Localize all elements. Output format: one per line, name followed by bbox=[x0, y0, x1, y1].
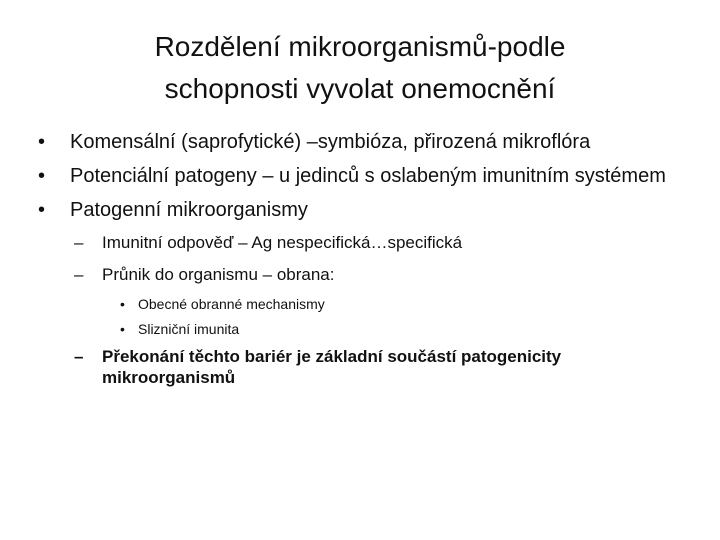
dash-icon: – bbox=[74, 347, 84, 366]
sub-sub-item bbox=[36, 296, 696, 313]
bullet-text: Potenciální patogeny – u jedinců s oslabeným imunitním systémem bbox=[70, 165, 666, 187]
sub-item bbox=[36, 264, 696, 285]
bullet-icon: • bbox=[38, 165, 46, 187]
bullet-item bbox=[36, 164, 696, 188]
bullet-icon: • bbox=[120, 321, 125, 337]
bullet-item bbox=[36, 198, 696, 222]
dash-icon: – bbox=[74, 233, 84, 252]
slide-body bbox=[36, 130, 696, 399]
conclusion-item bbox=[36, 346, 696, 388]
bullet-icon: • bbox=[38, 131, 46, 153]
bullet-icon: • bbox=[120, 296, 125, 312]
conclusion-text: Překonání těchto bariér je základní součástí patogenicity mikroorganismů bbox=[102, 347, 562, 387]
sub-sub-item-text: Obecné obranné mechanismy bbox=[138, 296, 325, 312]
sub-item-text: Imunitní odpověď – Ag nespecifická…specifická bbox=[102, 233, 463, 252]
sub-sub-item-text: Slizniční imunita bbox=[138, 321, 240, 337]
title-line-2: schopnosti vyvolat onemocnění bbox=[164, 73, 556, 104]
title-line-1: Rozdělení mikroorganismů-podle bbox=[154, 31, 566, 62]
bullet-item bbox=[36, 130, 696, 154]
bullet-text: Komensální (saprofytické) –symbióza, přirozená mikroflóra bbox=[70, 131, 591, 153]
sub-sub-item bbox=[36, 321, 696, 338]
sub-item bbox=[36, 232, 696, 253]
slide-title bbox=[40, 26, 680, 110]
sub-item-text: Průnik do organismu – obrana: bbox=[102, 265, 335, 284]
bullet-text: Patogenní mikroorganismy bbox=[70, 199, 308, 221]
dash-icon: – bbox=[74, 265, 84, 284]
bullet-icon: • bbox=[38, 199, 46, 221]
